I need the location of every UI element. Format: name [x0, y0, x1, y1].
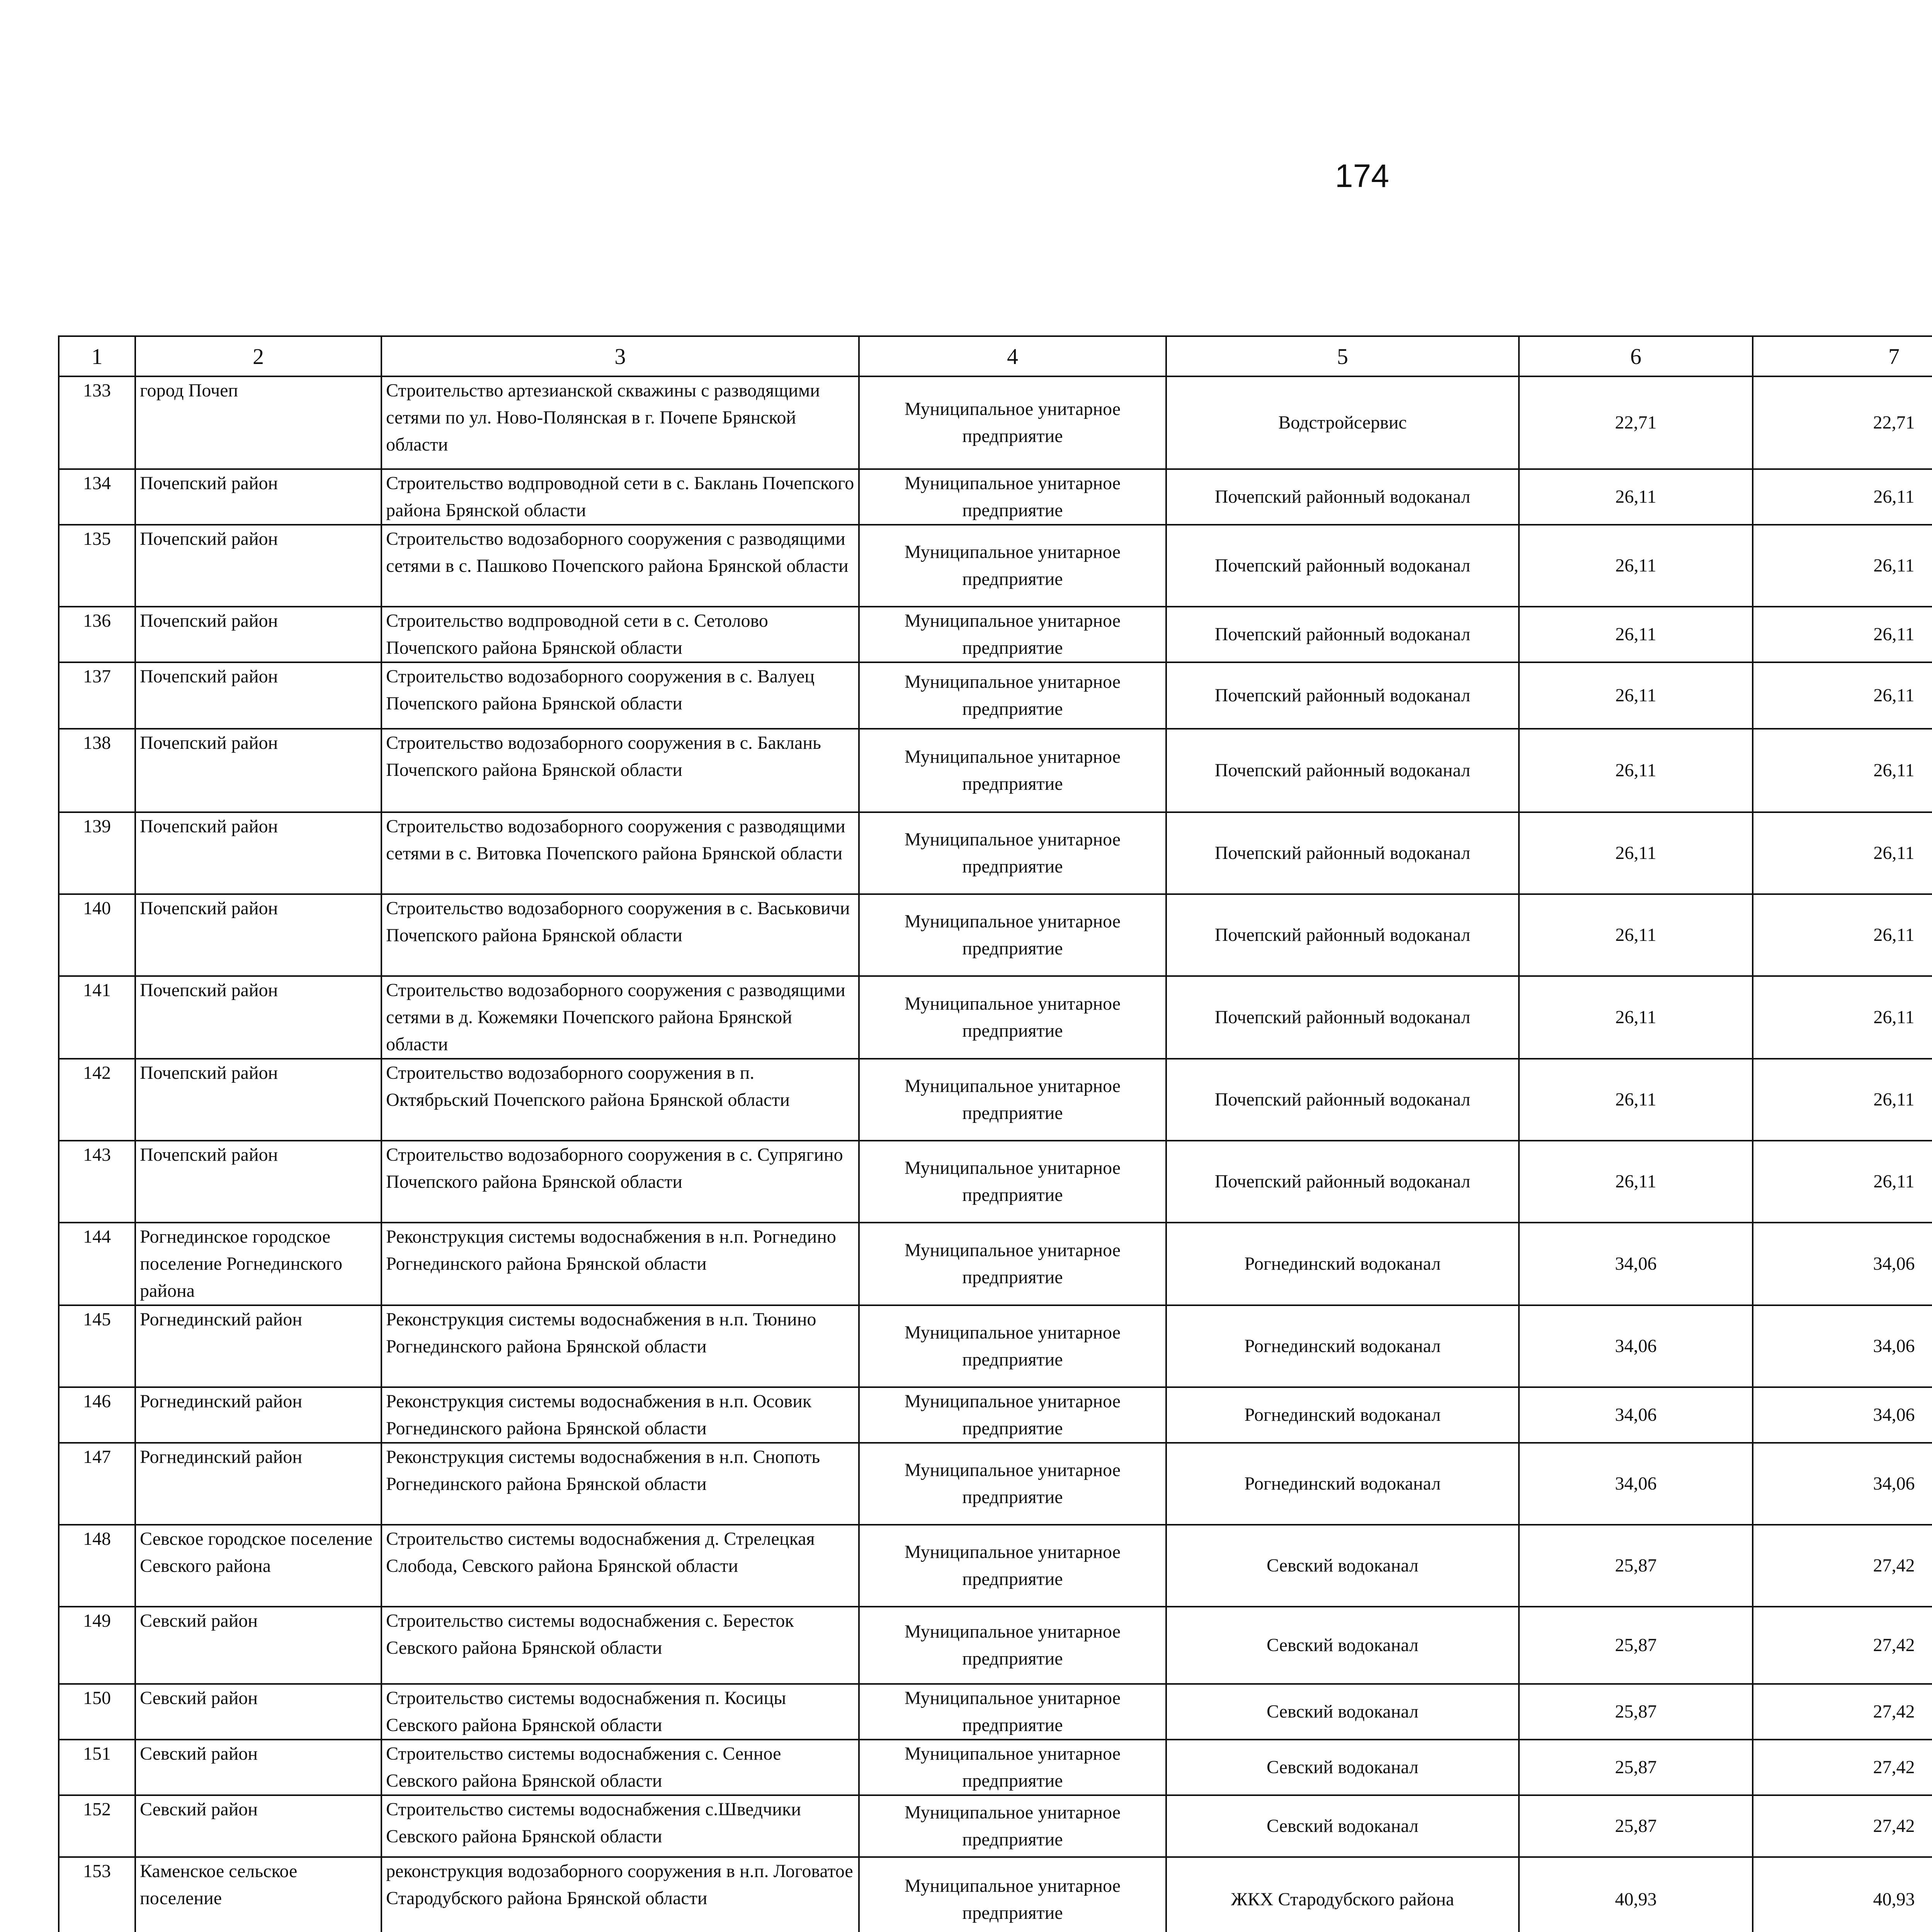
org-form-cell: Муниципальное унитарное предприятие	[859, 1525, 1166, 1607]
value-col7: 26,11	[1753, 662, 1932, 729]
table-body	[59, 376, 1932, 1932]
table-row	[59, 469, 1932, 525]
table-row	[59, 662, 1932, 729]
value-col7: 27,42	[1753, 1740, 1932, 1795]
table-row	[59, 1607, 1932, 1684]
value-col6: 26,11	[1519, 894, 1753, 976]
value-col7: 27,42	[1753, 1684, 1932, 1740]
description-cell: Строительство водозаборного сооружения в с. Супрягино Почепского района Брянской области	[381, 1141, 859, 1223]
enterprise-cell: Почепский районный водоканал	[1166, 729, 1519, 812]
enterprise-cell: Почепский районный водоканал	[1166, 469, 1519, 525]
region-cell: Севский район	[135, 1740, 381, 1795]
description-cell: Строительство водозаборного сооружения в п. Октябрьский Почепского района Брянской области	[381, 1059, 859, 1141]
org-form-cell: Муниципальное унитарное предприятие	[859, 729, 1166, 812]
enterprise-cell: Почепский районный водоканал	[1166, 1141, 1519, 1223]
value-col6: 26,11	[1519, 525, 1753, 607]
region-cell: Каменское сельское поселение	[135, 1857, 381, 1932]
value-col6: 22,71	[1519, 376, 1753, 469]
table-row	[59, 1795, 1932, 1857]
table-row	[59, 729, 1932, 812]
enterprise-cell: Почепский районный водоканал	[1166, 812, 1519, 894]
org-form-cell: Муниципальное унитарное предприятие	[859, 662, 1166, 729]
row-number: 134	[59, 469, 135, 525]
row-number: 153	[59, 1857, 135, 1932]
enterprise-cell: Почепский районный водоканал	[1166, 662, 1519, 729]
table-row	[59, 1141, 1932, 1223]
description-cell: Строительство водозаборного сооружения в с. Баклань Почепского района Брянской области	[381, 729, 859, 812]
description-cell: Реконструкция системы водоснабжения в н.п. Рогнедино Рогнединского района Брянской области	[381, 1223, 859, 1305]
org-form-cell: Муниципальное унитарное предприятие	[859, 1223, 1166, 1305]
value-col7: 26,11	[1753, 525, 1932, 607]
region-cell: Почепский район	[135, 1059, 381, 1141]
org-form-cell: Муниципальное унитарное предприятие	[859, 1387, 1166, 1443]
row-number: 147	[59, 1443, 135, 1525]
value-col6: 25,87	[1519, 1740, 1753, 1795]
description-cell: Строительство водозаборного сооружения в с. Васьковичи Почепского района Брянской области	[381, 894, 859, 976]
enterprise-cell: Севский водоканал	[1166, 1525, 1519, 1607]
column-header: 7	[1753, 336, 1932, 376]
value-col7: 26,11	[1753, 894, 1932, 976]
table-row	[59, 1525, 1932, 1607]
column-header: 5	[1166, 336, 1519, 376]
value-col6: 26,11	[1519, 812, 1753, 894]
region-cell: Почепский район	[135, 729, 381, 812]
org-form-cell: Муниципальное унитарное предприятие	[859, 1857, 1166, 1932]
row-number: 144	[59, 1223, 135, 1305]
value-col7: 27,42	[1753, 1525, 1932, 1607]
table-row	[59, 1443, 1932, 1525]
row-number: 148	[59, 1525, 135, 1607]
table-row	[59, 376, 1932, 469]
row-number: 142	[59, 1059, 135, 1141]
enterprise-cell: Почепский районный водоканал	[1166, 894, 1519, 976]
header-row	[59, 336, 1932, 376]
region-cell: Почепский район	[135, 1141, 381, 1223]
enterprise-cell: Севский водоканал	[1166, 1684, 1519, 1740]
org-form-cell: Муниципальное унитарное предприятие	[859, 525, 1166, 607]
value-col6: 26,11	[1519, 469, 1753, 525]
description-cell: Строительство системы водоснабжения с.Шведчики Севского района Брянской области	[381, 1795, 859, 1857]
region-cell: Рогнединский район	[135, 1305, 381, 1387]
org-form-cell: Муниципальное унитарное предприятие	[859, 1795, 1166, 1857]
enterprise-cell: Рогнединский водоканал	[1166, 1387, 1519, 1443]
table-row	[59, 607, 1932, 662]
enterprise-cell: Рогнединский водоканал	[1166, 1223, 1519, 1305]
region-cell: Почепский район	[135, 894, 381, 976]
column-header: 2	[135, 336, 381, 376]
enterprise-cell: Почепский районный водоканал	[1166, 607, 1519, 662]
region-cell: Почепский район	[135, 607, 381, 662]
row-number: 152	[59, 1795, 135, 1857]
table-row	[59, 1684, 1932, 1740]
region-cell: Севское городское поселение Севского района	[135, 1525, 381, 1607]
table-row	[59, 1740, 1932, 1795]
value-col6: 34,06	[1519, 1223, 1753, 1305]
table-row	[59, 1857, 1932, 1932]
org-form-cell: Муниципальное унитарное предприятие	[859, 1607, 1166, 1684]
org-form-cell: Муниципальное унитарное предприятие	[859, 1059, 1166, 1141]
table-row	[59, 525, 1932, 607]
value-col7: 26,11	[1753, 812, 1932, 894]
org-form-cell: Муниципальное унитарное предприятие	[859, 812, 1166, 894]
value-col6: 34,06	[1519, 1387, 1753, 1443]
row-number: 146	[59, 1387, 135, 1443]
enterprise-cell: Севский водоканал	[1166, 1607, 1519, 1684]
value-col7: 27,42	[1753, 1795, 1932, 1857]
value-col6: 25,87	[1519, 1684, 1753, 1740]
column-header: 3	[381, 336, 859, 376]
row-number: 150	[59, 1684, 135, 1740]
column-header: 4	[859, 336, 1166, 376]
region-cell: Севский район	[135, 1607, 381, 1684]
org-form-cell: Муниципальное унитарное предприятие	[859, 1740, 1166, 1795]
org-form-cell: Муниципальное унитарное предприятие	[859, 1141, 1166, 1223]
table-row	[59, 1059, 1932, 1141]
description-cell: Строительство водпроводной сети в с. Сетолово Почепского района Брянской области	[381, 607, 859, 662]
row-number: 133	[59, 376, 135, 469]
value-col7: 26,11	[1753, 1059, 1932, 1141]
row-number: 137	[59, 662, 135, 729]
value-col7: 34,06	[1753, 1443, 1932, 1525]
description-cell: Строительство системы водоснабжения с. Сенное Севского района Брянской области	[381, 1740, 859, 1795]
description-cell: Строительство водпроводной сети в с. Баклань Почепского района Брянской области	[381, 469, 859, 525]
value-col6: 26,11	[1519, 976, 1753, 1059]
row-number: 149	[59, 1607, 135, 1684]
region-cell: Почепский район	[135, 525, 381, 607]
value-col7: 26,11	[1753, 607, 1932, 662]
org-form-cell: Муниципальное унитарное предприятие	[859, 607, 1166, 662]
region-cell: Севский район	[135, 1684, 381, 1740]
value-col6: 25,87	[1519, 1525, 1753, 1607]
column-header: 6	[1519, 336, 1753, 376]
org-form-cell: Муниципальное унитарное предприятие	[859, 1305, 1166, 1387]
table-row	[59, 1305, 1932, 1387]
value-col7: 26,11	[1753, 729, 1932, 812]
value-col6: 26,11	[1519, 662, 1753, 729]
value-col6: 26,11	[1519, 607, 1753, 662]
description-cell: Строительство водозаборного сооружения с разводящими сетями в с. Пашково Почепского района Брянской области	[381, 525, 859, 607]
value-col6: 26,11	[1519, 1141, 1753, 1223]
value-col7: 26,11	[1753, 1141, 1932, 1223]
region-cell: город Почеп	[135, 376, 381, 469]
description-cell: Строительство водозаборного сооружения с разводящими сетями в с. Витовка Почепского района Брянской области	[381, 812, 859, 894]
enterprise-cell: Почепский районный водоканал	[1166, 1059, 1519, 1141]
value-col7: 34,06	[1753, 1223, 1932, 1305]
enterprise-cell: Севский водоканал	[1166, 1740, 1519, 1795]
region-cell: Севский район	[135, 1795, 381, 1857]
description-cell: Реконструкция системы водоснабжения в н.п. Снопоть Рогнединского района Брянской области	[381, 1443, 859, 1525]
value-col7: 34,06	[1753, 1387, 1932, 1443]
table-row	[59, 894, 1932, 976]
region-cell: Рогнединское городское поселение Рогнединского района	[135, 1223, 381, 1305]
value-col6: 25,87	[1519, 1795, 1753, 1857]
enterprise-cell: ЖКХ Стародубского района	[1166, 1857, 1519, 1932]
table-row	[59, 976, 1932, 1059]
region-cell: Почепский район	[135, 812, 381, 894]
value-col7: 40,93	[1753, 1857, 1932, 1932]
org-form-cell: Муниципальное унитарное предприятие	[859, 1684, 1166, 1740]
table-row	[59, 812, 1932, 894]
org-form-cell: Муниципальное унитарное предприятие	[859, 1443, 1166, 1525]
description-cell: Строительство артезианской скважины с разводящими сетями по ул. Ново-Полянская в г. Почепе Брянской области	[381, 376, 859, 469]
table-row	[59, 1387, 1932, 1443]
enterprise-cell: Почепский районный водоканал	[1166, 525, 1519, 607]
org-form-cell: Муниципальное унитарное предприятие	[859, 469, 1166, 525]
description-cell: Реконструкция системы водоснабжения в н.п. Осовик Рогнединского района Брянской области	[381, 1387, 859, 1443]
value-col7: 26,11	[1753, 976, 1932, 1059]
value-col7: 34,06	[1753, 1305, 1932, 1387]
row-number: 135	[59, 525, 135, 607]
region-cell: Рогнединский район	[135, 1443, 381, 1525]
row-number: 136	[59, 607, 135, 662]
value-col6: 34,06	[1519, 1443, 1753, 1525]
value-col6: 26,11	[1519, 1059, 1753, 1141]
region-cell: Рогнединский район	[135, 1387, 381, 1443]
enterprise-cell: Водстройсервис	[1166, 376, 1519, 469]
org-form-cell: Муниципальное унитарное предприятие	[859, 894, 1166, 976]
region-cell: Почепский район	[135, 662, 381, 729]
row-number: 138	[59, 729, 135, 812]
value-col6: 34,06	[1519, 1305, 1753, 1387]
value-col6: 26,11	[1519, 729, 1753, 812]
row-number: 141	[59, 976, 135, 1059]
enterprise-cell: Почепский районный водоканал	[1166, 976, 1519, 1059]
description-cell: Строительство водозаборного сооружения с разводящими сетями в д. Кожемяки Почепского района Брянской области	[381, 976, 859, 1059]
value-col6: 40,93	[1519, 1857, 1753, 1932]
value-col7: 22,71	[1753, 376, 1932, 469]
enterprise-cell: Рогнединский водоканал	[1166, 1443, 1519, 1525]
page-number: 174	[1335, 158, 1389, 194]
row-number: 139	[59, 812, 135, 894]
description-cell: Строительство водозаборного сооружения в с. Валуец Почепского района Брянской области	[381, 662, 859, 729]
row-number: 140	[59, 894, 135, 976]
description-cell: Строительство системы водоснабжения п. Косицы Севского района Брянской области	[381, 1684, 859, 1740]
region-cell: Почепский район	[135, 469, 381, 525]
table-row	[59, 1223, 1932, 1305]
description-cell: Строительство системы водоснабжения д. Стрелецкая Слобода, Севского района Брянской области	[381, 1525, 859, 1607]
description-cell: Реконструкция системы водоснабжения в н.п. Тюнино Рогнединского района Брянской области	[381, 1305, 859, 1387]
value-col6: 25,87	[1519, 1607, 1753, 1684]
enterprise-cell: Севский водоканал	[1166, 1795, 1519, 1857]
value-col7: 27,42	[1753, 1607, 1932, 1684]
investment-table	[58, 335, 1932, 1932]
row-number: 151	[59, 1740, 135, 1795]
description-cell: Строительство системы водоснабжения с. Бересток Севского района Брянской области	[381, 1607, 859, 1684]
description-cell: реконструкция водозаборного сооружения в н.п. Логоватое Стародубского района Брянской области	[381, 1857, 859, 1932]
row-number: 143	[59, 1141, 135, 1223]
column-header: 1	[59, 336, 135, 376]
value-col7: 26,11	[1753, 469, 1932, 525]
org-form-cell: Муниципальное унитарное предприятие	[859, 976, 1166, 1059]
enterprise-cell: Рогнединский водоканал	[1166, 1305, 1519, 1387]
row-number: 145	[59, 1305, 135, 1387]
org-form-cell: Муниципальное унитарное предприятие	[859, 376, 1166, 469]
region-cell: Почепский район	[135, 976, 381, 1059]
